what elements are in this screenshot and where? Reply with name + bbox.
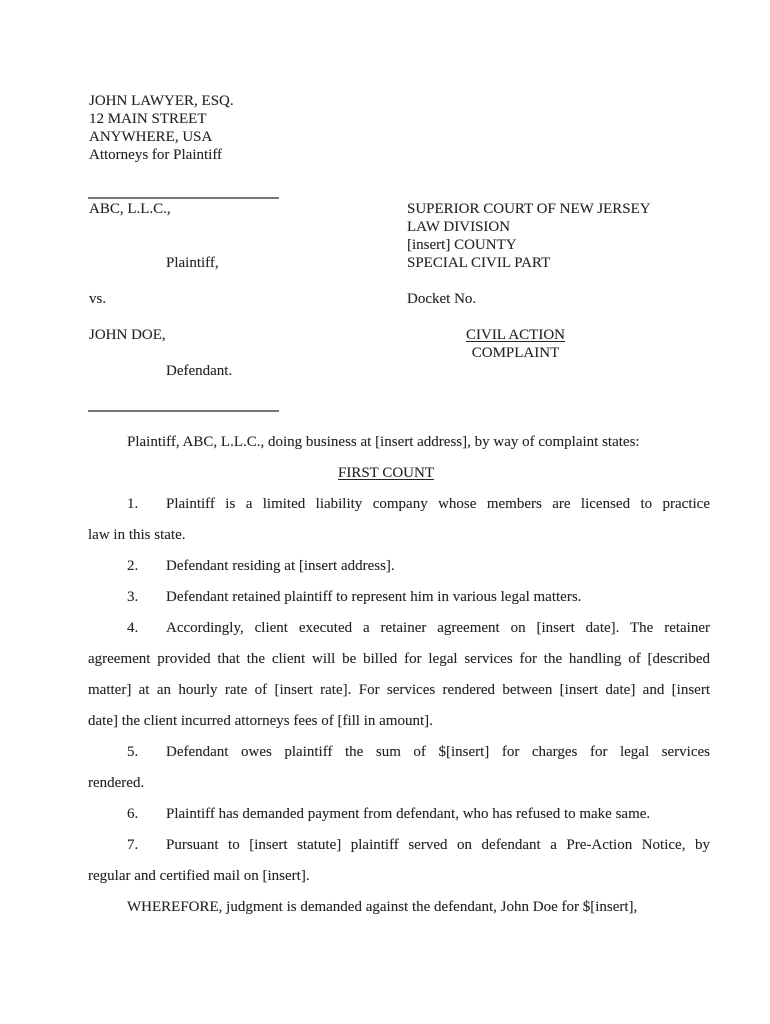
body-line: law in this state.: [88, 527, 186, 543]
court-line: [insert] COUNTY: [407, 237, 517, 253]
plaintiff-name: ABC, L.L.C.,: [89, 201, 171, 217]
body-line: date] the client incurred attorneys fees of [fill in amount].: [88, 713, 433, 729]
letterhead: [89, 92, 234, 164]
paragraph-number: 2.: [127, 558, 139, 574]
civil-action-label: CIVIL ACTION: [465, 327, 566, 343]
paragraph-number: 3.: [127, 589, 139, 605]
section-heading: [88, 458, 710, 489]
body-line: agreement provided that the client will be billed for legal services for the handling of [described: [88, 651, 710, 667]
paragraph-number: 4.: [127, 620, 139, 636]
versus-label: vs.: [89, 291, 107, 307]
letterhead-line: ANYWHERE, USA: [89, 129, 213, 145]
body-line: rendered.: [88, 775, 145, 791]
court-line: SUPERIOR COURT OF NEW JERSEY: [407, 201, 651, 217]
action-title-block: [407, 326, 624, 362]
body-line: 1. Plaintiff is a limited liability company whose members are licensed to practice: [88, 489, 710, 520]
letterhead-line: Attorneys for Plaintiff: [89, 147, 223, 163]
body-line: 7. Pursuant to [insert statute] plaintiff served on defendant a Pre-Action Notice, by: [88, 830, 710, 861]
civil-action-title: [407, 326, 624, 344]
caption-rule-bottom: [88, 410, 279, 412]
caption-rule-top: [88, 197, 279, 199]
letterhead-line: JOHN LAWYER, ESQ.: [89, 93, 234, 109]
paragraph-number: 6.: [127, 806, 139, 822]
body-line: matter] at an hourly rate of [insert rate]. For services rendered between [insert date] and [insert: [88, 682, 710, 698]
body-line: WHEREFORE, judgment is demanded against the defendant, John Doe for $[insert],: [127, 899, 638, 915]
body-line: 2. Defendant residing at [insert address].: [88, 551, 710, 582]
complaint-body: [88, 427, 710, 923]
body-line: 6. Plaintiff has demanded payment from defendant, who has refused to make same.: [88, 799, 710, 830]
court-designation: [407, 200, 651, 272]
defendant-role-label: Defendant.: [166, 363, 233, 379]
docket-number-label: Docket No.: [407, 291, 477, 307]
body-line: 5. Defendant owes plaintiff the sum of $[insert] for charges for legal services: [88, 737, 710, 768]
letterhead-line: 12 MAIN STREET: [89, 111, 207, 127]
body-line: 4. Accordingly, client executed a retainer agreement on [insert date]. The retainer: [88, 613, 710, 644]
court-line: LAW DIVISION: [407, 219, 511, 235]
plaintiff-role-label: Plaintiff,: [166, 255, 219, 271]
court-line: SPECIAL CIVIL PART: [407, 255, 551, 271]
paragraph-number: 7.: [127, 837, 139, 853]
paragraph-number: 5.: [127, 744, 139, 760]
body-line: Plaintiff, ABC, L.L.C., doing business at [insert address], by way of complaint states:: [127, 434, 640, 450]
paragraph-number: 1.: [127, 496, 139, 512]
body-line: regular and certified mail on [insert].: [88, 868, 310, 884]
complaint-label: COMPLAINT: [471, 345, 560, 361]
section-heading-text: FIRST COUNT: [338, 465, 434, 481]
defendant-name: JOHN DOE,: [89, 327, 166, 343]
body-line: 3. Defendant retained plaintiff to represent him in various legal matters.: [88, 582, 710, 613]
